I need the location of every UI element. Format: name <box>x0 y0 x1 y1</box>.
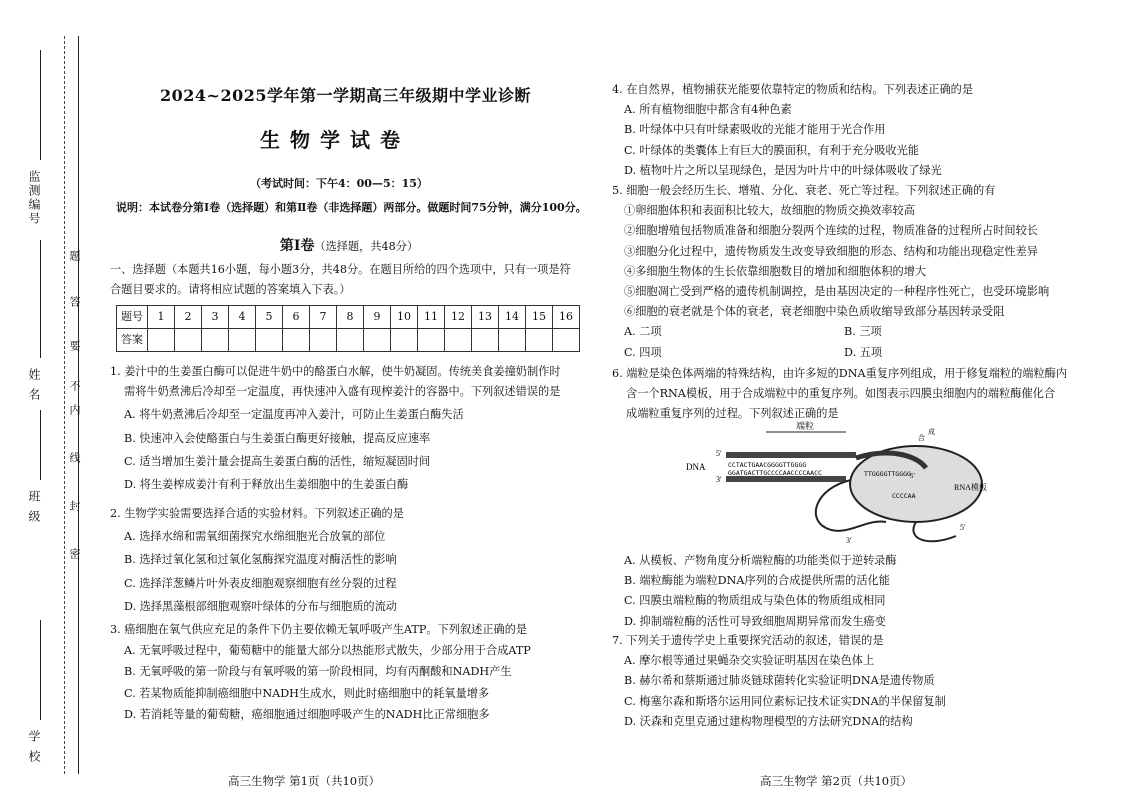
answer-cell[interactable] <box>256 329 283 352</box>
answer-cell[interactable] <box>283 329 310 352</box>
section-1-subtitle: （选择题，共48分） <box>314 240 419 253</box>
answer-cell[interactable] <box>418 329 445 352</box>
q5-option-d: D. 五项 <box>844 345 883 359</box>
q5-statement: ②细胞增殖包括物质准备和细胞分裂两个连续的过程，物质准备的过程所占时间较长 <box>624 224 1038 238</box>
seal-char: 密 <box>68 548 81 559</box>
rna-template-label: RNA模板 <box>954 483 987 492</box>
exam-note: 说明：本试卷分第Ⅰ卷（选择题）和第Ⅱ卷（非选择题）两部分。做题时间75分钟，满分100分。 <box>116 201 587 214</box>
page-2 <box>612 0 1092 794</box>
question-number: 6 <box>283 306 310 329</box>
q1-option-c: C. 适当增加生姜汁量会提高生姜蛋白酶的活性，缩短凝固时间 <box>124 454 431 468</box>
question-5 <box>612 181 1090 363</box>
name-label: 姓 名 <box>27 368 41 402</box>
q5-statement: ③细胞分化过程中，遗传物质发生改变导致细胞的形态、结构和功能出现稳定性差异 <box>624 244 1038 258</box>
q6-stem: 6. 端粒是染色体两端的特殊结构，由许多短的DNA重复序列组成，用于修复端粒的端粒酶内 <box>612 367 1068 380</box>
question-number: 7 <box>310 306 337 329</box>
five-prime-label: 5′ <box>910 472 916 480</box>
q5-statement: ④多细胞生物体的生长依靠细胞数目的增加和细胞体积的增大 <box>624 264 927 278</box>
section-1-title: 第Ⅰ卷 <box>279 238 315 254</box>
q7-option-d: D. 沃森和克里克通过建构物理模型的方法研究DNA的结构 <box>624 714 913 728</box>
answer-cell[interactable] <box>229 329 256 352</box>
seal-dashed-line <box>64 36 65 774</box>
question-number: 4 <box>229 306 256 329</box>
question-number: 9 <box>364 306 391 329</box>
section-1-intro <box>110 260 588 300</box>
q6-option-a: A. 从模板、产物角度分析端粒酶的功能类似于逆转录酶 <box>624 554 897 567</box>
seal-char: 要 <box>68 340 81 351</box>
dna-sequence: CCTACTGAACGGGGTTGGGG <box>728 461 807 469</box>
monitor-number-label: 监测编号 <box>27 170 41 226</box>
question-number: 2 <box>175 306 202 329</box>
three-prime-label: 3′ <box>846 536 852 545</box>
q2-option-b: B. 选择过氧化氢和过氧化氢酶探究温度对酶活性的影响 <box>124 553 397 567</box>
q4-option-a: A. 所有植物细胞中都含有4种色素 <box>624 103 792 117</box>
q3-option-c: C. 若某物质能抑制癌细胞中NADH生成水，则此时癌细胞中的耗氧量增多 <box>124 686 490 700</box>
q4-option-c: C. 叶绿体的类囊体上有巨大的膜面积，有利于充分吸收光能 <box>624 143 919 157</box>
binding-margin <box>0 0 92 794</box>
q2-stem: 2. 生物学实验需要选择合适的实验材料。下列叙述正确的是 <box>110 507 404 520</box>
q7-option-a: A. 摩尔根等通过果蝇杂交实验证明基因在染色体上 <box>624 654 875 668</box>
q5-option-b: B. 三项 <box>844 325 882 339</box>
q3-stem: 3. 癌细胞在氧气供应充足的条件下仍主要依赖无氧呼吸产生ATP。下列叙述正确的是 <box>110 623 528 636</box>
seal-char: 内 <box>68 404 81 415</box>
five-prime-label: 5′ <box>716 449 722 458</box>
section-1-header <box>110 236 588 257</box>
exam-time: （考试时间：下午4：00—5：15） <box>250 177 428 190</box>
q7-option-c: C. 梅塞尔森和斯塔尔运用同位素标记技术证实DNA的半保留复制 <box>624 694 946 708</box>
question-number: 10 <box>391 306 418 329</box>
q5-stem: 5. 细胞一般会经历生长、增殖、分化、衰老、死亡等过程。下列叙述正确的有 <box>612 184 996 197</box>
class-blank <box>40 410 41 480</box>
answer-cell[interactable] <box>553 329 580 352</box>
q3-option-d: D. 若消耗等量的葡萄糖，癌细胞通过细胞呼吸产生的NADH比正常细胞多 <box>124 707 490 721</box>
q4-option-d: D. 植物叶片之所以呈现绿色，是因为叶片中的叶绿体吸收了绿光 <box>624 163 942 177</box>
answer-cell[interactable] <box>445 329 472 352</box>
q5-option-a: A. 二项 <box>624 325 662 339</box>
q3-option-b: B. 无氧呼吸的第一阶段与有氧呼吸的第一阶段相同，均有丙酮酸和NADH产生 <box>124 665 512 679</box>
seal-char: 答 <box>68 296 81 307</box>
school-blank <box>40 620 41 720</box>
answer-cell[interactable] <box>364 329 391 352</box>
answer-cell[interactable] <box>526 329 553 352</box>
class-label: 班 级 <box>27 490 41 524</box>
question-number: 8 <box>337 306 364 329</box>
question-number: 1 <box>148 306 175 329</box>
q3-option-a: A. 无氧呼吸过程中，葡萄糖中的能量大部分以热能形式散失，少部分用于合成ATP <box>124 644 531 658</box>
answer-cell[interactable] <box>391 329 418 352</box>
answer-header: 答案 <box>117 329 148 352</box>
q1-stem: 1. 姜汁中的生姜蛋白酶可以促进牛奶中的酪蛋白水解，使牛奶凝固。传统美食姜撞奶制作时 <box>110 365 561 378</box>
dna-strand-top <box>726 452 856 458</box>
q5-statement: ⑤细胞凋亡受到严格的遗传机制调控，是由基因决定的一种程序性死亡，也受环境影响 <box>624 285 1050 299</box>
question-number: 14 <box>499 306 526 329</box>
question-6 <box>612 364 1090 425</box>
answer-cell[interactable] <box>337 329 364 352</box>
monitor-number-blank <box>40 50 41 160</box>
name-blank <box>40 240 41 358</box>
question-number: 15 <box>526 306 553 329</box>
footer-left: 高三生物学 第1页（共10页） <box>228 774 381 788</box>
question-number: 11 <box>418 306 445 329</box>
question-number: 3 <box>202 306 229 329</box>
q5-statement: ①卵细胞体积和表面积比较大，故细胞的物质交换效率较高 <box>624 204 915 218</box>
q7-stem: 7. 下列关于遗传学史上重要探究活动的叙述，错误的是 <box>612 634 884 647</box>
q1-stem: 需将牛奶煮沸后冷却至一定温度，再快速冲入盛有现榨姜汁的容器中。下列叙述错误的是 <box>124 385 561 399</box>
intro-line: 一、选择题（本题共16小题，每小题3分，共48分。在题目所给的四个选项中，只有一项是符 <box>110 263 571 276</box>
q5-statement: ⑥细胞的衰老就是个体的衰老，衰老细胞中染色质收缩导致部分基因转录受阻 <box>624 305 1005 319</box>
synthesis-label: 合 <box>918 434 925 442</box>
q2-option-c: C. 选择洋葱鳞片叶外表皮细胞观察细胞有丝分裂的过程 <box>124 576 397 590</box>
seal-char: 线 <box>68 452 81 463</box>
number-header: 题号 <box>117 306 148 329</box>
answer-table <box>116 305 580 352</box>
school-label: 学 校 <box>27 730 41 764</box>
exam-title: 2024~2025学年第一学期高三年级期中学业诊断 <box>160 86 531 105</box>
answer-cell[interactable] <box>202 329 229 352</box>
subject-title: 生物学试卷 <box>260 128 410 152</box>
q6-option-d: D. 抑制端粒酶的活性可导致细胞周期异常而发生癌变 <box>624 614 886 628</box>
question-number: 16 <box>553 306 580 329</box>
answer-cell[interactable] <box>472 329 499 352</box>
intro-line: 合题目要求的。请将相应试题的答案填入下表。） <box>110 283 351 297</box>
q2-option-a: A. 选择水绵和需氧细菌探究水绵细胞光合放氧的部位 <box>124 530 386 544</box>
q5-option-c: C. 四项 <box>624 345 662 359</box>
dna-sequence: TTGGGGTTGGGG <box>864 470 911 478</box>
question-number: 13 <box>472 306 499 329</box>
question-3 <box>110 620 588 725</box>
dna-sequence: GGATGACTTGCCCCAACCCCAACC <box>728 469 822 477</box>
rna-sequence: CCCCAA <box>892 492 916 500</box>
q7-option-b: B. 赫尔希和蔡斯通过肺炎链球菌转化实验证明DNA是遗传物质 <box>624 674 935 688</box>
question-6-options <box>612 551 1090 632</box>
answer-cell[interactable] <box>310 329 337 352</box>
q1-option-b: B. 快速冲入会使酪蛋白与生姜蛋白酶更好接触，提高反应速率 <box>124 431 431 445</box>
seal-char: 题 <box>68 250 81 261</box>
dna-label: DNA <box>686 462 706 472</box>
synthesis-label: 成 <box>928 428 935 436</box>
q6-stem: 成端粒重复序列的过程。下列叙述正确的是 <box>626 407 839 421</box>
telomerase-diagram <box>686 418 1006 558</box>
question-number: 5 <box>256 306 283 329</box>
seal-char: 封 <box>68 500 81 511</box>
q4-stem: 4. 在自然界，植物捕获光能要依靠特定的物质和结构。下列表述正确的是 <box>612 83 974 96</box>
rna-tail-end <box>913 522 956 541</box>
answer-cell[interactable] <box>175 329 202 352</box>
seal-char: 不 <box>68 380 81 391</box>
q5-options-row <box>612 343 1090 363</box>
q6-stem: 含一个RNA模板，用于合成端粒中的重复序列。如图表示四膜虫细胞内的端粒酶催化合 <box>626 387 1056 401</box>
telomere-label: 端粒 <box>796 421 815 431</box>
q1-option-a: A. 将牛奶煮沸后冷却至一定温度再冲入姜汁，可防止生姜蛋白酶失活 <box>124 408 464 422</box>
footer-right: 高三生物学 第2页（共10页） <box>760 774 913 788</box>
q6-option-b: B. 端粒酶能为端粒DNA序列的合成提供所需的活化能 <box>624 574 890 588</box>
five-prime-label: 5′ <box>960 523 966 532</box>
three-prime-label: 3′ <box>716 475 722 484</box>
q6-option-c: C. 四膜虫端粒酶的物质组成与染色体的物质组成相同 <box>624 594 886 608</box>
question-number: 12 <box>445 306 472 329</box>
question-2 <box>110 504 588 617</box>
question-7 <box>612 631 1090 732</box>
q2-option-d: D. 选择黑藻根部细胞观察叶绿体的分布与细胞质的流动 <box>124 599 397 613</box>
answer-table-number-row <box>117 306 580 329</box>
answer-table-answer-row <box>117 329 580 352</box>
question-1 <box>110 362 588 495</box>
q5-options-row <box>612 322 1090 342</box>
answer-cell[interactable] <box>148 329 175 352</box>
question-4 <box>612 80 1090 181</box>
q1-option-d: D. 将生姜榨成姜汁有利于释放出生姜细胞中的生姜蛋白酶 <box>124 478 409 492</box>
q4-option-b: B. 叶绿体中只有叶绿素吸收的光能才能用于光合作用 <box>624 123 886 137</box>
page-1 <box>110 0 588 794</box>
answer-cell[interactable] <box>499 329 526 352</box>
